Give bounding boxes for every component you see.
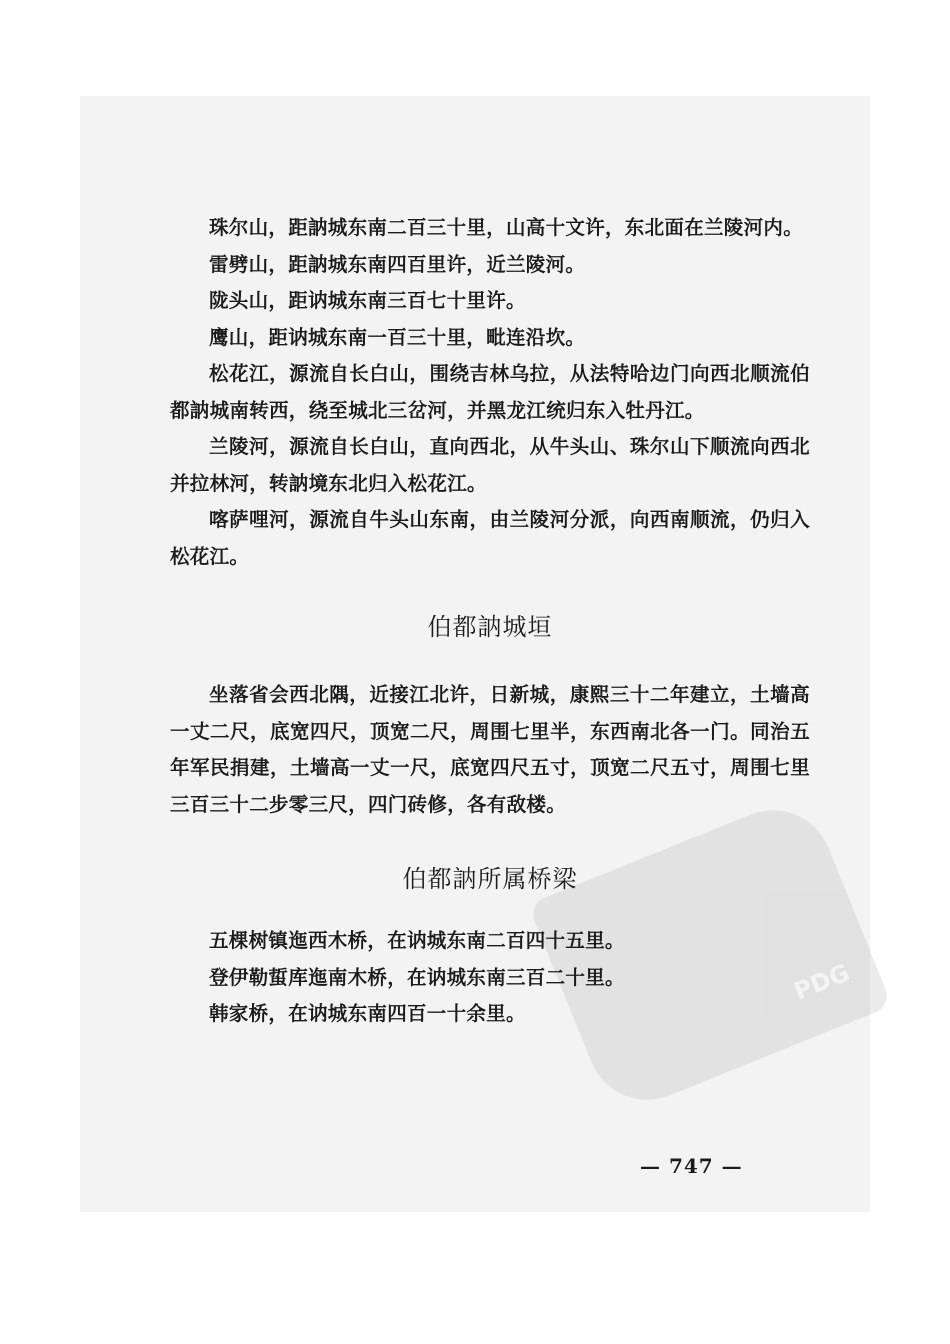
paragraph-ying-mountain: 鹰山，距讷城东南一百三十里，毗连沿坎。	[209, 325, 586, 349]
paragraph-zhuer-mountain: 珠尔山，距訥城东南二百三十里，山高十文许，东北面在兰陵河内。	[209, 216, 804, 239]
paragraph-lanling-river: 兰陵河，源流自长白山，直向西北，从牛头山、珠尔山下顺流向西北并拉林河，转訥境东北归入松花江。	[170, 435, 810, 495]
paragraph-leipi-mountain: 雷劈山，距訥城东南四百里许，近兰陵河。	[209, 252, 586, 276]
paragraph-longtou-mountain: 陇头山，距讷城东南三百七十里许。	[209, 289, 526, 312]
watermark-label: PDG	[789, 958, 854, 1006]
section-heading-bridges: 伯都訥所属桥梁	[402, 865, 578, 893]
paragraph-dengyile-bridge: 登伊勒蜇库迤南木桥，在讷城东南三百二十里。	[209, 965, 625, 989]
paragraph-songhua-river: 松花江，源流自长白山，围绕吉林乌拉，从法特哈边门向西北顺流伯都訥城南转西，绕至城北三岔河，并黑龙江统归东入牡丹江。	[170, 362, 810, 422]
body-text	[170, 210, 810, 1033]
paragraph-city-wall: 坐落省会西北隅，近接江北许，日新城，康熙三十二年建立，土墙高一丈二尺，底宽四尺，顶宽二尺，周围七里半，东西南北各一门。同治五年军民捐建，土墙高一丈一尺，底宽四尺五寸，顶宽二尺五寸，周围七里三百三十二步零三尺，四门砖修，各有敌楼。	[170, 683, 810, 816]
paragraph-wukeshu-bridge: 五棵树镇迤西木桥，在讷城东南二百四十五里。	[209, 929, 625, 952]
page-number: — 747 —	[640, 1154, 743, 1178]
paragraph-hanjia-bridge: 韩家桥，在讷城东南四百一十余里。	[209, 1002, 526, 1025]
paragraph-kasali-river: 喀萨哩河，源流自牛头山东南，由兰陵河分派，向西南顺流，仍归入松花江。	[170, 508, 810, 568]
section-heading-city-wall: 伯都訥城垣	[427, 613, 553, 641]
